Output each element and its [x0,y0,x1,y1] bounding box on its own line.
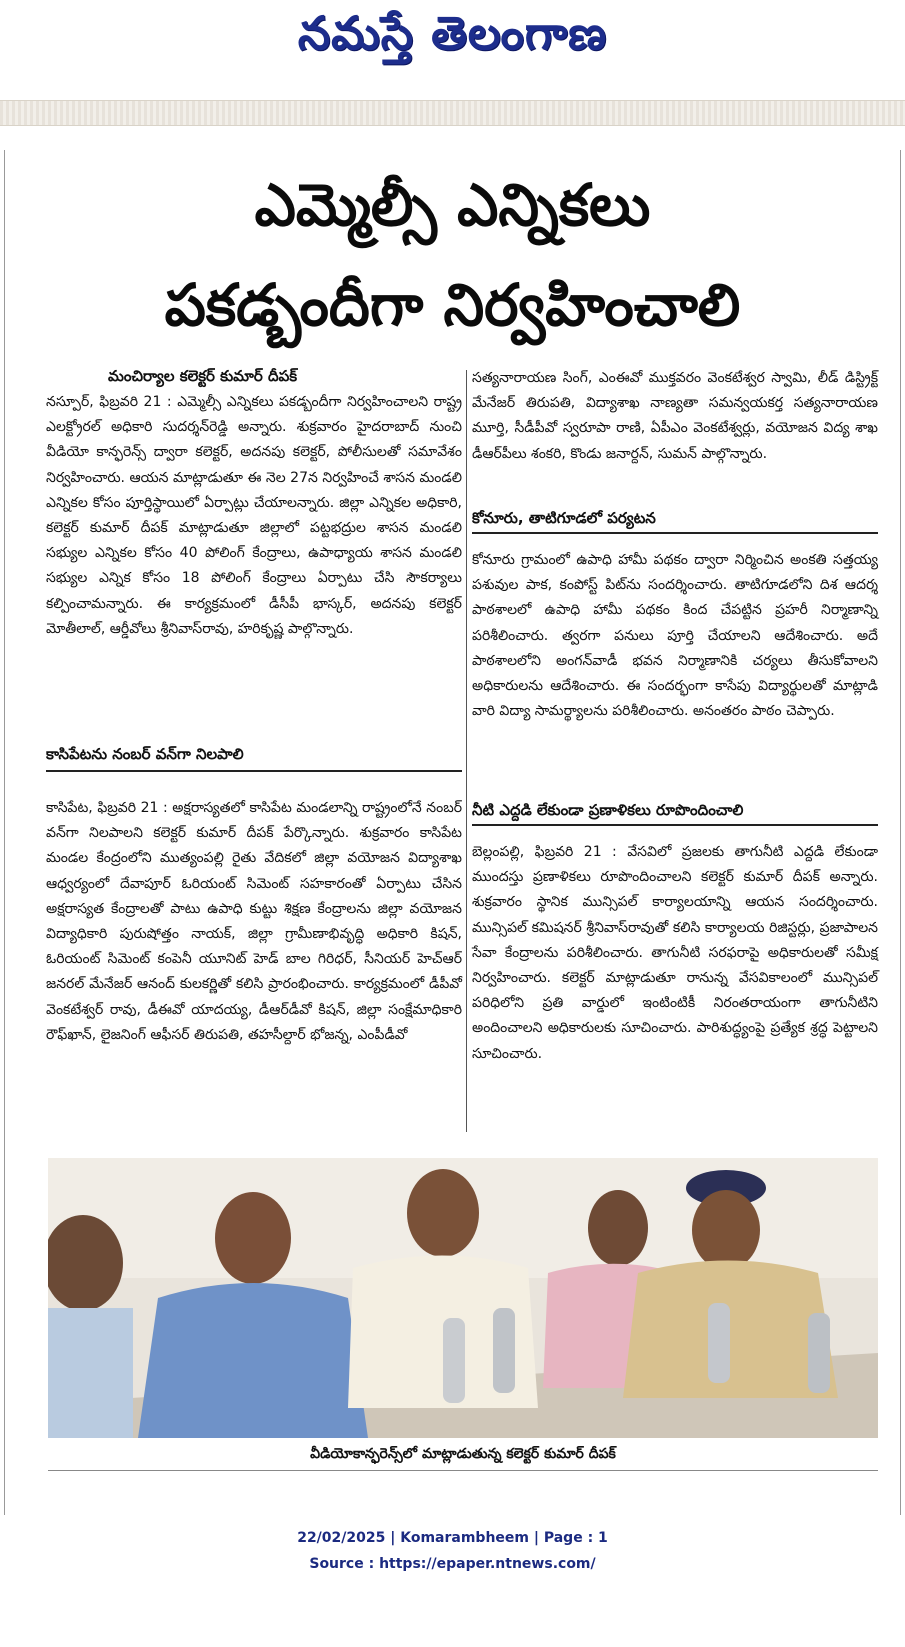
headline-line-2: పకడ్బందీగా నిర్వహించాలి [164,271,741,339]
meeting-photo-illustration [48,1158,878,1438]
caption-rule [48,1470,878,1471]
story3-subhead: కోనూరు, తాటిగూడలో పర్యటన [472,509,656,527]
story3-subhead-rule [472,532,878,534]
footer-source-line: Source : https://epaper.ntnews.com/ [309,1556,596,1572]
left-frame-rule [0,150,5,1515]
meeting-photo [48,1158,878,1438]
story2-subhead: కాసిపేటను నంబర్ వన్‌గా నిలపాలి [46,745,244,763]
masthead [0,0,905,96]
story2-subhead-rule [46,770,462,772]
story1-body: నస్పూర్, ఫిబ్రవరి 21 : ఎమ్మెల్సీ ఎన్నికలు పకడ్బందీగా నిర్వహించాలని రాష్ట్ర ఎలక్ట్రోరల్ అధికారి సుదర్శన్‌రెడ్డి అన్నారు. శుక్రవారం హైదరాబాద్ నుంచి వీడియో కాన్ఫరెన్స్ ద్వారా కలెక్టర్, అదనపు కలెక్టర్, పోలీసులతో సమావేశం నిర్వహించారు. ఆయన మాట్లాడుతూ ఈ నెల 27న నిర్వహించే శాసన మండలి ఎన్నికల కోసం పూర్తిస్థాయిలో ఏర్పాట్లు చేయాలన్నారు. జిల్లా ఎన్నికల అధికారి, కలెక్టర్ కుమార్ దీపక్ మాట్లాడుతూ జిల్లాలో పట్టభద్రుల శాసన మండలి సభ్యుల ఎన్నికల కోసం 40 పోలింగ్ కేంద్రాలు, ఉపాధ్యాయ శాసన మండలి సభ్యుల ఎన్నిక కోసం 18 పోలింగ్ కేంద్రాలు ఏర్పాటు చేసి సౌకర్యాలు కల్పించామన్నారు. ఈ కార్యక్రమంలో డీసీపీ భాస్కర్, అదనపు కలెక్టర్ మోతీలాల్, ఆర్డీవోలు శ్రీనివాస్‌రావు, హరికృష్ణ పాల్గొన్నారు. [46,394,462,637]
footer-edition-line: 22/02/2025 | Komarambheem | Page : 1 [297,1530,608,1546]
story1-subhead: మంచిర్యాల కలెక్టర్ కుమార్ దీపక్ [108,367,298,385]
story4-subhead-rule [472,824,878,826]
story2-body-continued: సత్యనారాయణ సింగ్, ఎంఈవో ముక్తవరం వెంకటేశ్వర స్వామి, లీడ్ డిస్ట్రిక్ట్ మేనేజర్ తిరుపతి, విద్యాశాఖ నాణ్యతా సమన్వయకర్త సత్యనారాయణ మూర్తి, సీడీపీవో స్వరూపా రాణి, ఏపీఎం వెంకటేశ్వర్లు, వయోజన విద్య శాఖ డీఆర్‌పీలు శంకరి, కొండు జనార్దన్, సుమన్ పాల్గొన్నారు. [472,370,878,462]
photo-caption: వీడియోకాన్ఫరెన్స్‌లో మాట్లాడుతున్న కలెక్టర్ కుమార్ దీపక్ [310,1446,616,1462]
story3-body: కోనూరు గ్రామంలో ఉపాధి హామీ పథకం ద్వారా నిర్మించిన అంకతి సత్తయ్య పశువుల పాక, కంపోస్ట్ పిట్‌ను సందర్శించారు. తాటిగూడలోని దిశ ఆదర్శ పాఠశాలలో ఉపాధి హామీ పథకం కింద చేపట్టిన ప్రహరీ నిర్మాణాన్ని పరిశీలించారు. త్వరగా పనులు పూర్తి చేయాలని ఆదేశించారు. అదే పాఠశాలలోని అంగన్‌వాడీ భవన నిర్మాణానికి చర్యలు తీసుకోవాలని అధికారులను ఆదేశించారు. ఈ సందర్భంగా కాసేపు విద్యార్థులతో మాట్లాడి వారి విద్యా సామర్థ్యాలను పరిశీలించారు. అనంతరం పాఠం చెప్పారు. [472,552,878,720]
newspaper-logo: నమస్తే తెలంగాణ [297,6,608,60]
story4-body: బెల్లంపల్లి, ఫిబ్రవరి 21 : వేసవిలో ప్రజలకు తాగునీటి ఎద్దడి లేకుండా ముందస్తు ప్రణాళికలు రూపొందించాలని కలెక్టర్ కుమార్ దీపక్ అన్నారు. శుక్రవారం స్థానిక మున్సిపల్ కార్యాలయాన్ని ఆయన సందర్శించారు. మున్సిపల్ కమిషనర్ శ్రీనివాస్‌రావుతో కలిసి కార్యాలయ రిజిస్టర్లు, ప్రజాపాలన సేవా కేంద్రాలను పరిశీలించారు. తాగునీటి సరఫరాపై అధికారులతో సమీక్ష నిర్వహించారు. కలెక్టర్ మాట్లాడుతూ రానున్న వేసవికాలంలో మున్సిపల్ పరిధిలోని ప్రతి వార్డులో ఇంటింటికీ నిరంతరాయంగా తాగునీటిని అందించాలని అధికారులకు సూచించారు. పారిశుద్ధ్యంపై ప్రత్యేక శ్రద్ధ పెట్టాలని సూచించారు. [472,844,878,1062]
headline-line-1: ఎమ్మెల్సీ ఎన్నికలు [254,171,651,239]
masthead-band [0,100,905,126]
story2-body: కాసిపేట, ఫిబ్రవరి 21 : అక్షరాస్యతలో కాసిపేట మండలాన్ని రాష్ట్రంలోనే నంబర్ వన్‌గా నిలపాలని కలెక్టర్ కుమార్ దీపక్ పేర్కొన్నారు. శుక్రవారం కాసిపేట మండల కేంద్రంలోని ముత్యంపల్లి రైతు వేదికలో జిల్లా వయోజన విద్యాశాఖ ఆధ్వర్యంలో దేవాపూర్ ఓరియంట్ సిమెంట్ సహకారంతో ఏర్పాటు చేసిన అక్షరాస్యత కేంద్రాలతో పాటు ఉపాధి కుట్టు శిక్షణ కేంద్రాలను జిల్లా వయోజన విద్యాధికారి పురుషోత్తం నాయక్, జిల్లా గ్రామీణాభివృద్ధి అధికారి కిషన్, ఓరియంట్ సిమెంట్ కంపెనీ యూనిట్ హెడ్ బాల గిరిధర్, సీనియర్ హెచ్‌ఆర్ జనరల్ మేనేజర్ ఆనంద్ కులకర్ణితో కలిసి ప్రారంభించారు. కార్యక్రమంలో డీపీవో వెంకటేశ్వర్ రావు, డీఈవో యాదయ్య, డీఆర్‌డీవో కిషన్, జిల్లా సంక్షేమాధికారి రౌఫ్‌ఖాన్, లైజనింగ్ ఆఫీసర్ తిరుపతి, తహసీల్దార్ భోజన్న, ఎంపీడీవో [46,800,462,1043]
right-frame-rule [900,150,905,1515]
story4-subhead: నీటి ఎద్దడి లేకుండా ప్రణాళికలు రూపొందించాలి [472,801,744,819]
column-divider [466,370,467,1132]
